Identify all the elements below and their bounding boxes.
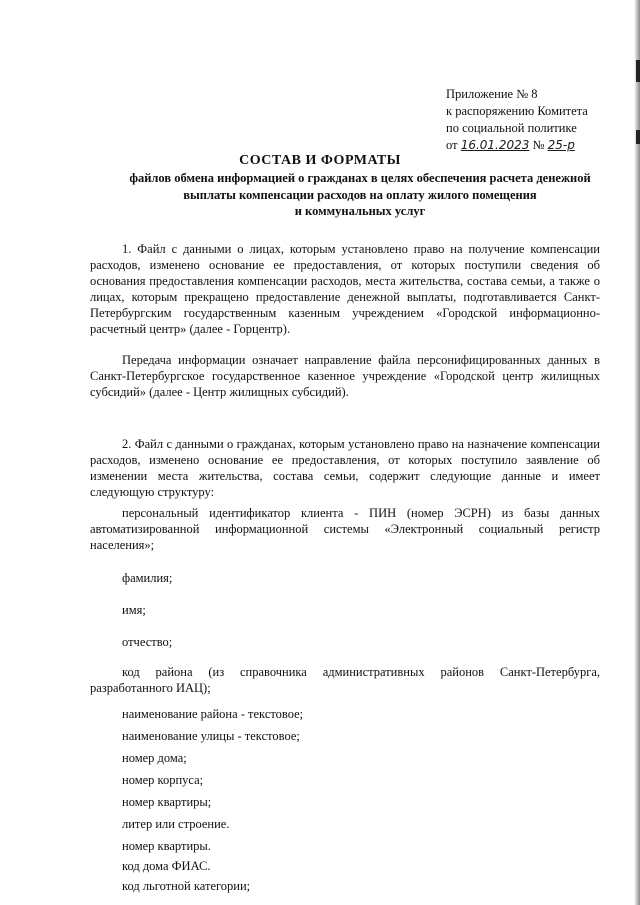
scan-edge-mark bbox=[636, 130, 640, 144]
date-prefix: от bbox=[446, 138, 458, 152]
number-sign: № bbox=[532, 138, 545, 152]
field-district-code: код района (из справочника административных районов Санкт-Петербурга, разработанного ИАЦ); bbox=[90, 665, 600, 695]
document-title: СОСТАВ И ФОРМАТЫ bbox=[239, 153, 401, 168]
paragraph-1: 1. Файл с данными о лицах, которым установлено право на получение компенсации расходов, изменено основание ее предоставления, от которых поступили сведения об основания предоставления компенсации расходов, места жительства, состава семьи, а также о лицах, которым прекращено предоставление денежной выплаты, подготавливается Санкт-Петербургским государственным казенным учреждением «Городской информационно-расчетный центр» (далее - Горцентр). bbox=[90, 242, 600, 336]
field-apartment: номер квартиры; bbox=[122, 795, 212, 809]
scan-edge-mark bbox=[636, 60, 640, 82]
subtitle-line: и коммунальных услуг bbox=[294, 204, 426, 218]
paragraph-3: 2. Файл с данными о гражданах, которым установлено право на назначение компенсации расходов, изменено основание ее предоставления, от которых поступило заявление об изменении места жительства, состава семьи, содержит следующие данные и имеет следующую структуру: bbox=[90, 437, 600, 499]
field-apartment-2: номер квартиры. bbox=[122, 839, 211, 853]
appendix-committee: по социальной политике bbox=[446, 121, 577, 135]
handwritten-date: 16.01.2023 bbox=[460, 138, 530, 152]
field-building: номер корпуса; bbox=[122, 773, 204, 787]
field-letter: литер или строение. bbox=[122, 817, 230, 831]
field-district-name: наименование района - текстовое; bbox=[122, 707, 304, 721]
subtitle-line: файлов обмена информацией о гражданах в целях обеспечения расчета денежной bbox=[129, 171, 591, 185]
field-house: номер дома; bbox=[122, 751, 187, 765]
field-street-name: наименование улицы - текстовое; bbox=[122, 729, 300, 743]
field-patronymic: отчество; bbox=[122, 635, 173, 649]
field-benefit-code: код льготной категории; bbox=[122, 879, 251, 893]
document-subtitle bbox=[80, 170, 640, 220]
appendix-order-of: к распоряжению Комитета bbox=[446, 104, 588, 118]
paragraph-2: Передача информации означает направление файла персонифицированных данных в Санкт-Петербургское государственное казенное учреждение «Городской центр жилищных субсидий» (далее - Центр жилищных субсидий). bbox=[90, 353, 600, 399]
handwritten-number: 25-р bbox=[547, 138, 575, 152]
field-pin: персональный идентификатор клиента - ПИН (номер ЭСРН) из базы данных автоматизированной информационной системы «Электронный социальный регистр населения»; bbox=[90, 506, 600, 552]
field-fias: код дома ФИАС. bbox=[122, 859, 211, 873]
field-name: имя; bbox=[122, 603, 146, 617]
appendix-date-line bbox=[446, 137, 626, 154]
subtitle-line: выплаты компенсации расходов на оплату жилого помещения bbox=[183, 187, 537, 202]
appendix-number: Приложение № 8 bbox=[446, 87, 538, 101]
field-surname: фамилия; bbox=[122, 571, 173, 585]
appendix-block bbox=[446, 86, 626, 154]
